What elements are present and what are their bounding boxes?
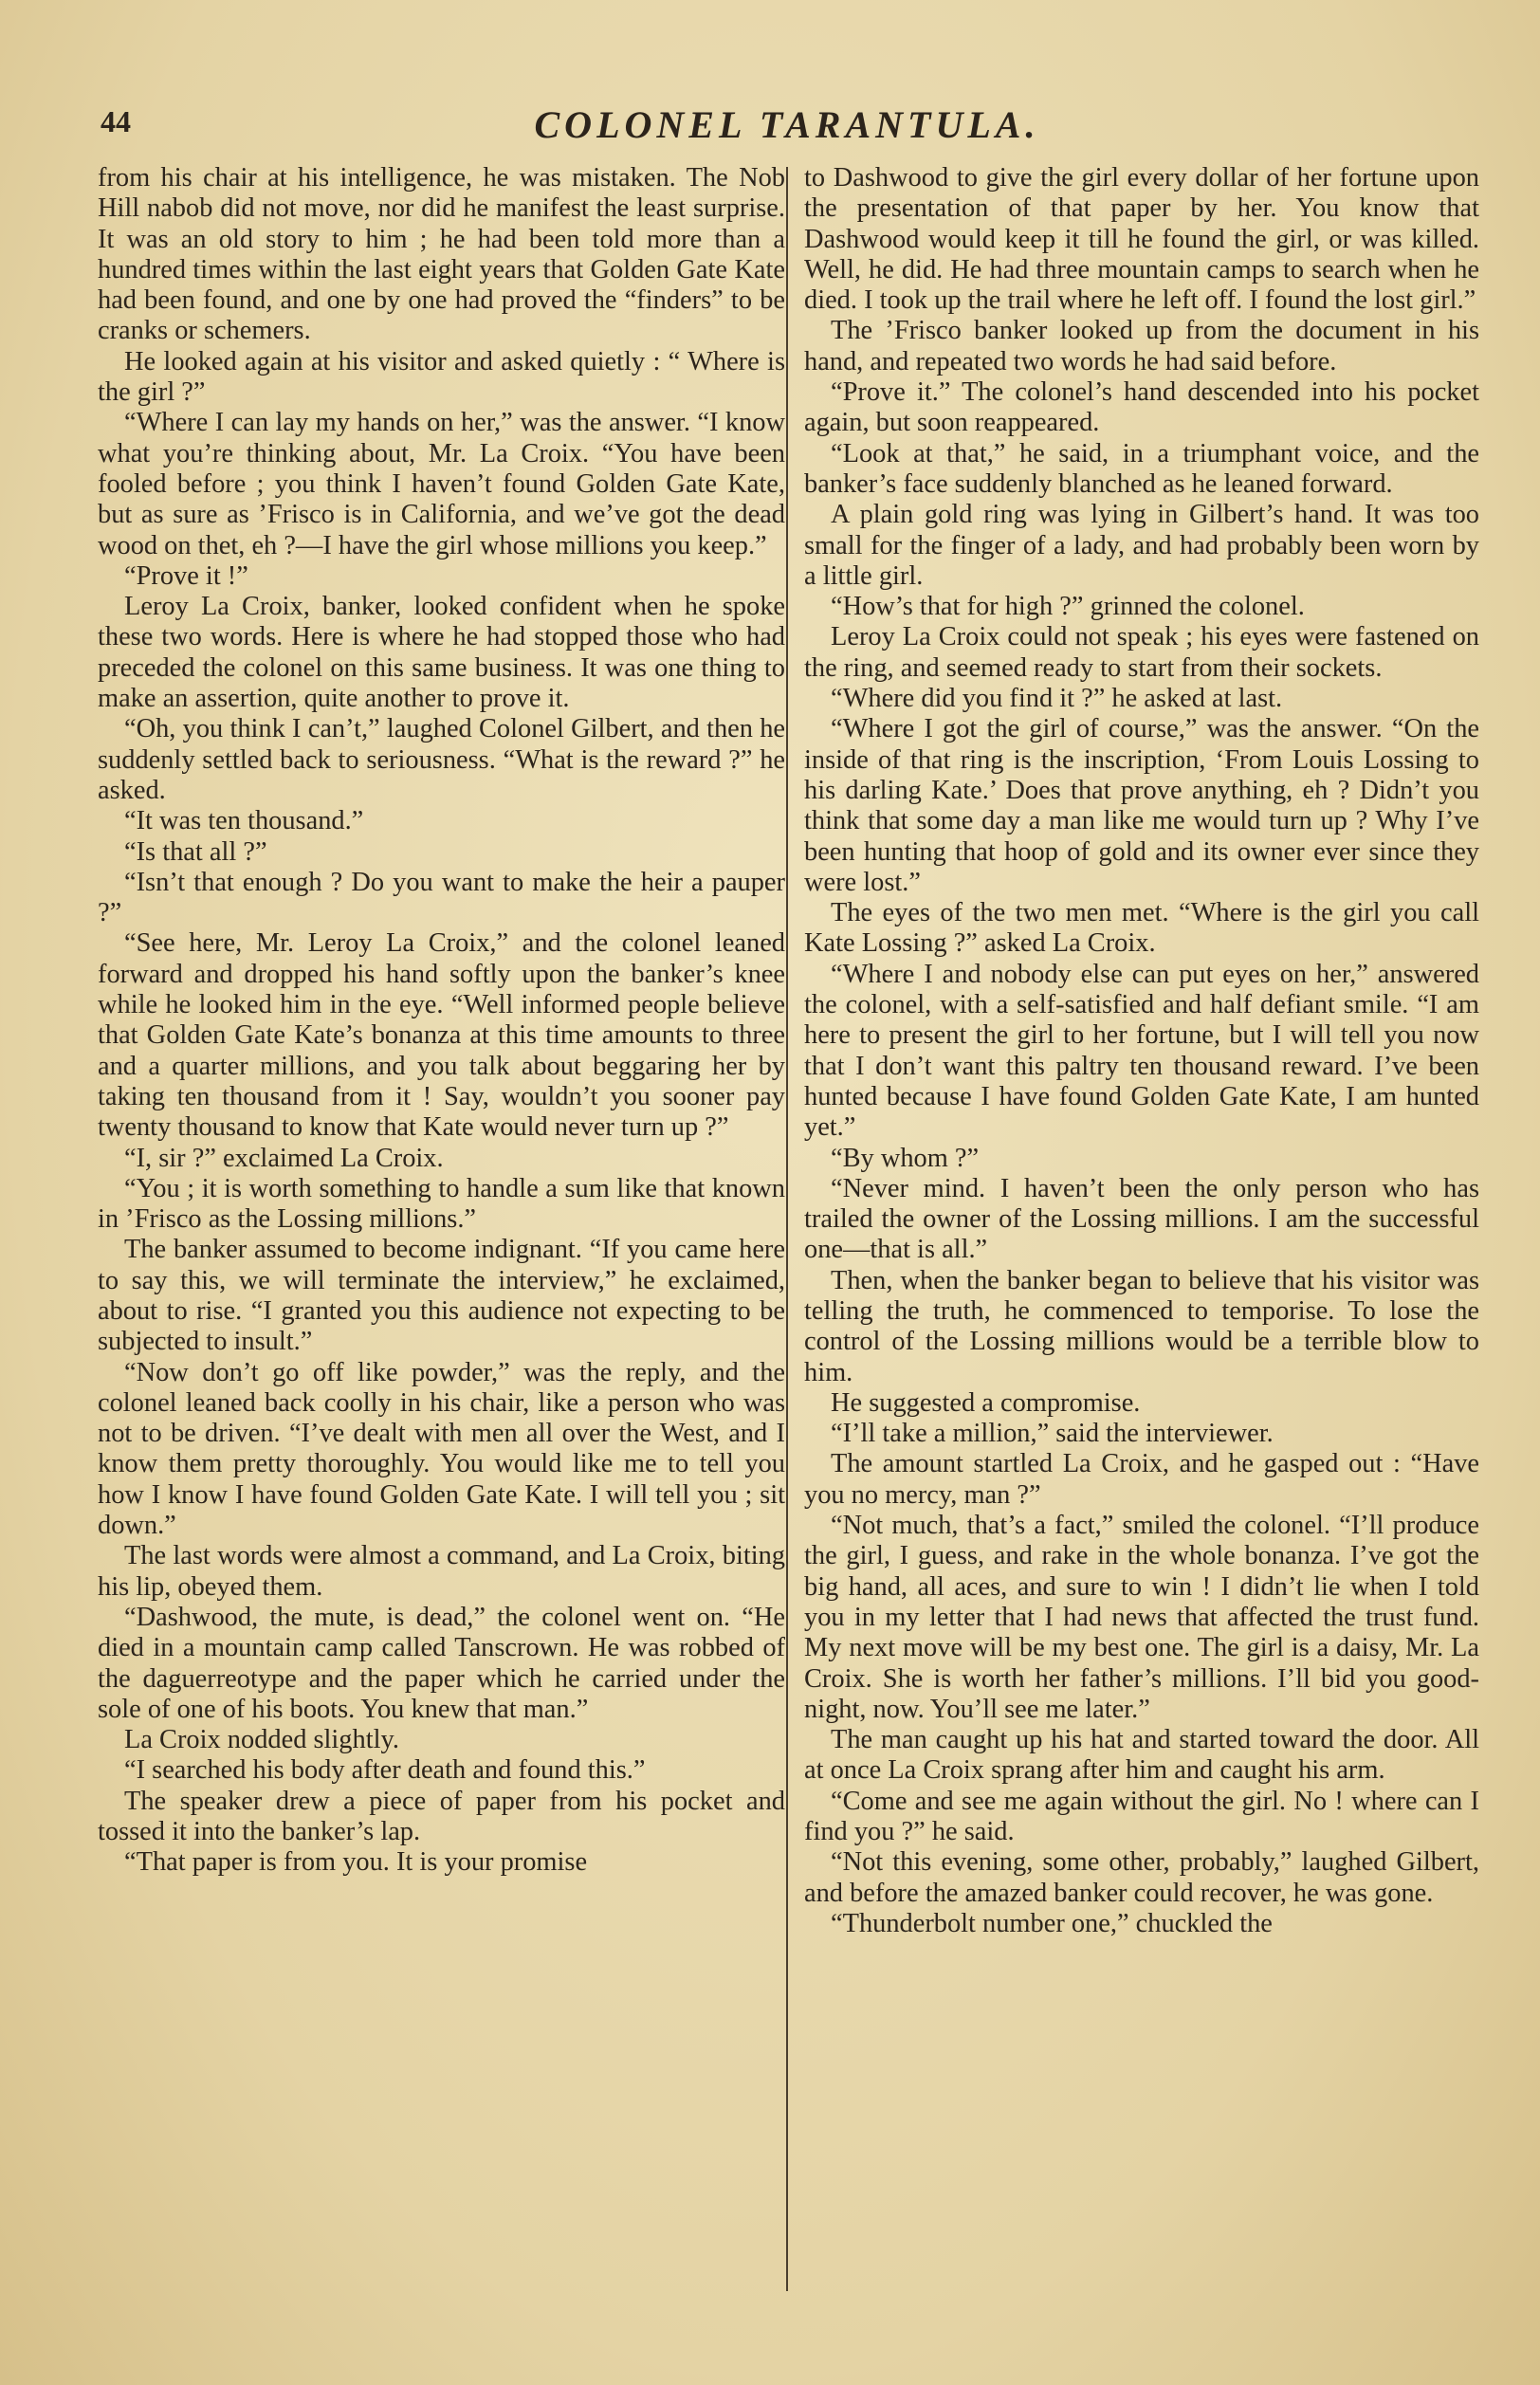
paragraph: “Where I can lay my hands on her,” was the answer. “I know what you’re thinking about, Mr. La Croix. “You have been fooled before ; you think I haven’t found Golden Gate Kate, but as sure as ’Frisco is in California, and we’ve got the dead wood on thet, eh ?—I have the girl whose millions you keep.” — [98, 408, 785, 560]
paragraph: to Dashwood to give the girl every dollar of her fortune upon the presentation of that paper by her. You know that Dashwood would keep it till he found the girl, or was killed. Well, he did. He had three mountain camps to search when he died. I took up the trail where he left off. I found the lost girl.” — [804, 163, 1479, 316]
column-rule — [786, 167, 788, 2291]
paragraph: “Prove it !” — [124, 560, 248, 591]
paragraph: “Where did you find it ?” he asked at last. — [831, 684, 1283, 714]
paragraph: “By whom ?” — [831, 1143, 980, 1173]
paragraph: The eyes of the two men met. “Where is the girl you call Kate Lossing ?” asked La Croix. — [804, 898, 1479, 959]
paragraph: “Where I and nobody else can put eyes on her,” answered the colonel, with a self-satisfied and half defiant smile. “I am here to present the girl to her fortune, but I will tell you now that I don’t want this paltry ten thousand reward. I’ve been hunted because I have found Golden Gate Kate, I am hunted yet.” — [804, 959, 1479, 1143]
paragraph: “How’s that for high ?” grinned the colonel. — [831, 592, 1305, 622]
paragraph: The man caught up his hat and started toward the door. All at once La Croix sprang after him and caught his arm. — [804, 1725, 1479, 1786]
paragraph: “That paper is from you. It is your promise — [124, 1847, 588, 1878]
paragraph: La Croix nodded slightly. — [124, 1725, 399, 1755]
paragraph: “It was ten thousand.” — [124, 806, 364, 836]
paragraph: “See here, Mr. Leroy La Croix,” and the colonel leaned forward and dropped his hand softly upon the banker’s knee while he looked him in the eye. “Well informed people believe that Golden Gate Kate’s bonanza at this time amounts to three and a quarter millions, and you talk about beggaring her by taking ten thousand from it ! Say, wouldn’t you sooner pay twenty thousand to know that Kate would never turn up ?” — [98, 928, 785, 1143]
paragraph: “Oh, you think I can’t,” laughed Colonel Gilbert, and then he suddenly settled back to seriousness. “What is the reward ?” he asked. — [98, 714, 785, 805]
paragraph: “Look at that,” he said, in a triumphant voice, and the banker’s face suddenly blanched as he leaned forward. — [804, 438, 1479, 499]
right-column — [804, 163, 1479, 1939]
paragraph: “You ; it is worth something to handle a sum like that known in ’Frisco as the Lossing millions.” — [98, 1173, 785, 1235]
paragraph: A plain gold ring was lying in Gilbert’s hand. It was too small for the finger of a lady, and had probably been worn by a little girl. — [804, 500, 1479, 591]
paragraph: The ’Frisco banker looked up from the document in his hand, and repeated two words he had said before. — [804, 316, 1479, 376]
paragraph: The last words were almost a command, and La Croix, biting his lip, obeyed them. — [98, 1541, 785, 1602]
paragraph: “Not this evening, some other, probably,” laughed Gilbert, and before the amazed banker could recover, he was gone. — [804, 1847, 1479, 1908]
paragraph: “Is that all ?” — [124, 836, 267, 867]
paragraph: Leroy La Croix, banker, looked confident when he spoke these two words. Here is where he had stopped those who had preceded the colonel on this same business. It was one thing to make an assertion, quite another to prove it. — [98, 592, 785, 714]
paragraph: The banker assumed to become indignant. “If you came here to say this, we will terminate the interview,” he exclaimed, about to rise. “I granted you this audience not expecting to be subjected to insult.” — [98, 1235, 785, 1357]
page-number: 44 — [101, 104, 131, 138]
paragraph: “Not much, that’s a fact,” smiled the colonel. “I’ll produce the girl, I guess, and rake in the whole bonanza. I’ve got the big hand, all aces, and sure to win ! I didn’t lie when I told you in my letter that I had news that affected the trust fund. My next move will be my best one. The girl is a daisy, Mr. La Croix. She is worth her father’s millions. I’ll bid you good-night, now. You’ll see me later.” — [804, 1511, 1479, 1724]
paragraph: “Thunderbolt number one,” chuckled the — [831, 1908, 1273, 1938]
paragraph: “I searched his body after death and found this.” — [124, 1755, 646, 1786]
paragraph: The speaker drew a piece of paper from his pocket and tossed it into the banker’s lap. — [98, 1786, 785, 1847]
paragraph: “Now don’t go off like powder,” was the reply, and the colonel leaned back coolly in his chair, like a person who was not to be driven. “I’ve dealt with men all over the West, and I know them pretty thoroughly. You would like me to tell you how I know I have found Golden Gate Kate. I will tell you ; sit down.” — [98, 1357, 785, 1541]
paragraph: “Prove it.” The colonel’s hand descended into his pocket again, but soon reappeared. — [804, 377, 1479, 438]
paragraph: “Where I got the girl of course,” was the answer. “On the inside of that ring is the inscription, ‘From Louis Lossing to his darling Kate.’ Does that prove anything, eh ? Didn’t you think that some day a man like me would turn up ? Why I’ve been hunting that hoop of gold and its owner ever since they were lost.” — [804, 714, 1479, 897]
paragraph: He looked again at his visitor and asked quietly : “ Where is the girl ?” — [98, 346, 785, 408]
paragraph: from his chair at his intelligence, he was mistaken. The Nob Hill nabob did not move, nor did he manifest the least surprise. It was an old story to him ; he had been told more than a hundred times within the last eight years that Golden Gate Kate had been found, and one by one had proved the “finders” to be cranks or schemers. — [98, 163, 785, 346]
paragraph: He suggested a compromise. — [831, 1387, 1141, 1418]
left-column — [98, 163, 785, 1879]
paragraph: “Dashwood, the mute, is dead,” the colonel went on. “He died in a mountain camp called Tanscrown. He was robbed of the daguerreotype and the paper which he carried under the sole of one of his boots. You knew that man.” — [98, 1602, 785, 1724]
running-title: COLONEL TARANTULA. — [534, 103, 1040, 146]
paragraph: “Come and see me again without the girl. No ! where can I find you ?” he said. — [804, 1786, 1479, 1847]
paragraph: “Never mind. I haven’t been the only person who has trailed the owner of the Lossing millions. I am the successful one—that is all.” — [804, 1173, 1479, 1265]
paragraph: Leroy La Croix could not speak ; his eyes were fastened on the ring, and seemed ready to start from their sockets. — [804, 622, 1479, 683]
paragraph: “I, sir ?” exclaimed La Croix. — [124, 1143, 444, 1173]
paragraph: Then, when the banker began to believe that his visitor was telling the truth, he commenced to temporise. To lose the control of the Lossing millions would be a terrible blow to him. — [804, 1265, 1479, 1387]
paragraph: “I’ll take a million,” said the interviewer. — [831, 1419, 1274, 1449]
paragraph: “Isn’t that enough ? Do you want to make the heir a pauper ?” — [98, 867, 785, 928]
page-header — [95, 95, 1479, 152]
paragraph: The amount startled La Croix, and he gasped out : “Have you no mercy, man ?” — [804, 1449, 1479, 1510]
